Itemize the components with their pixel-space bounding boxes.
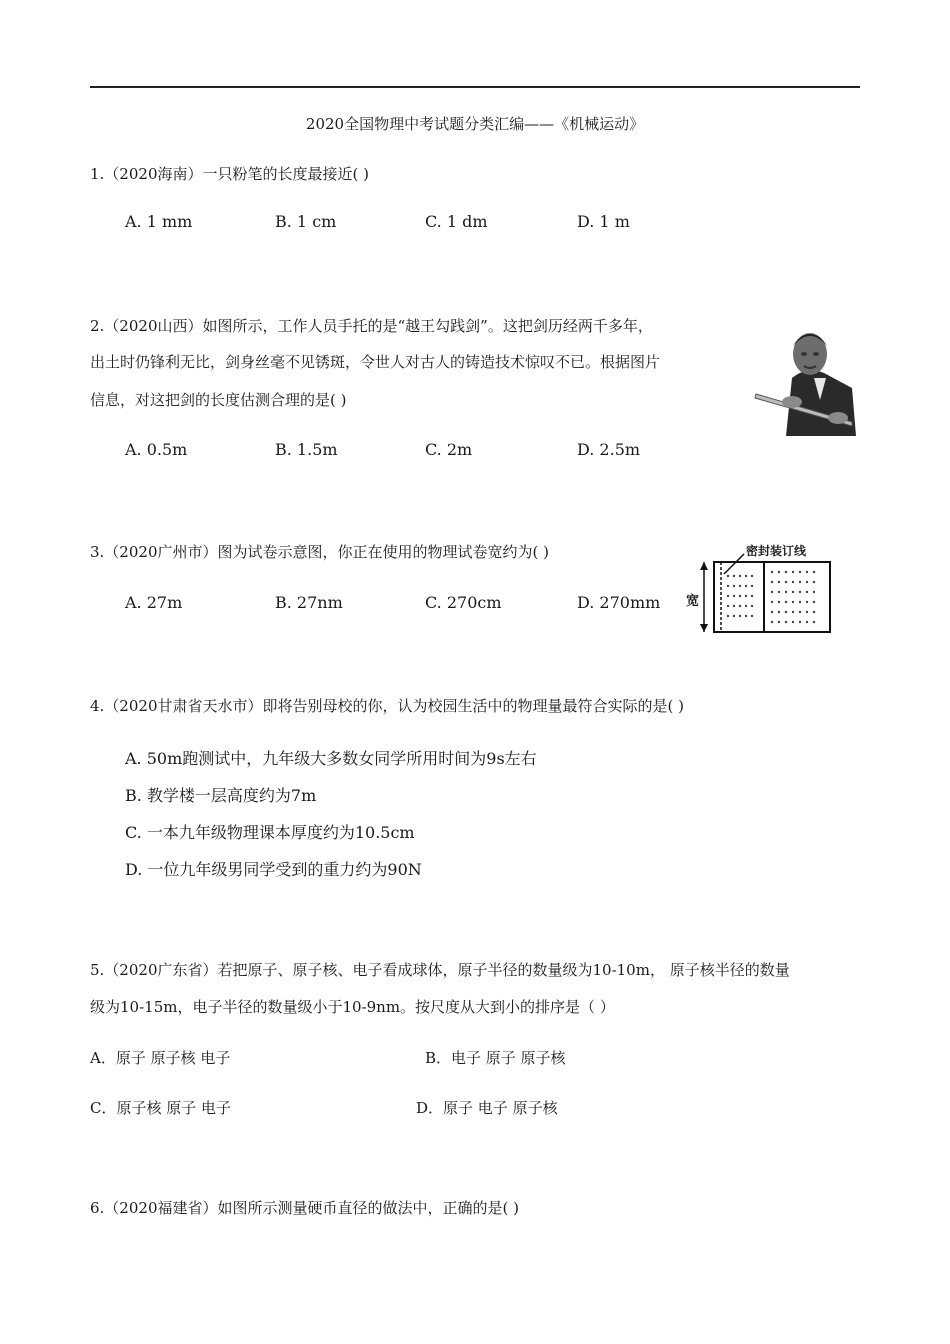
question-2-option-d: D. 2.5m xyxy=(577,440,641,459)
question-4-option-b: B. 教学楼一层高度约为7m xyxy=(125,786,317,805)
question-2-stem-line-3: 信息，对这把剑的长度估测合理的是( ) xyxy=(90,391,347,409)
question-2-option-a: A. 0.5m xyxy=(125,440,188,459)
width-label: 宽 xyxy=(686,594,700,609)
question-4-option-a: A. 50m跑测试中，九年级大多数女同学所用时间为9s左右 xyxy=(125,749,537,768)
question-5-stem-line-2: 级为10-15m，电子半径的数量级小于10-9nm。按尺度从大到小的排序是（ ） xyxy=(90,998,615,1016)
question-3-option-c: C. 270cm xyxy=(425,593,502,612)
question-5-option-a: A．原子 原子核 电子 xyxy=(90,1049,231,1067)
page-title: 2020全国物理中考试题分类汇编——《机械运动》 xyxy=(305,115,645,133)
question-3-option-b: B. 27nm xyxy=(275,593,343,612)
question-5-option-d: D．原子 电子 原子核 xyxy=(416,1099,558,1117)
question-1-option-d: D. 1 m xyxy=(577,212,630,231)
question-4-stem: 4.（2020甘肃省天水市）即将告别母校的你，认为校园生活中的物理量最符合实际的是( ) xyxy=(90,697,684,715)
question-1-option-a: A. 1 mm xyxy=(125,212,193,231)
question-3-stem: 3.（2020广州市）图为试卷示意图，你正在使用的物理试卷宽约为( ) xyxy=(90,543,549,561)
question-3-option-a: A. 27m xyxy=(125,593,183,612)
question-5-stem-line-1: 5.（2020广东省）若把原子、原子核、电子看成球体，原子半径的数量级为10-10m， 原子核半径的数量 xyxy=(90,961,790,979)
question-3-option-d: D. 270mm xyxy=(577,593,661,612)
binding-line-label: 密封装订线 xyxy=(746,544,807,558)
sword-photo-image xyxy=(752,318,858,436)
question-6-stem: 6.（2020福建省）如图所示测量硬币直径的做法中，正确的是( ) xyxy=(90,1199,519,1217)
header-rule xyxy=(90,86,860,88)
question-5-option-c: C．原子核 原子 电子 xyxy=(90,1099,232,1117)
question-2-stem-line-1: 2.（2020山西）如图所示，工作人员手托的是“越王勾践剑”。这把剑历经两千多年， xyxy=(90,317,653,335)
question-2-option-c: C. 2m xyxy=(425,440,473,459)
question-2-stem-line-2: 出土时仍锋利无比，剑身丝毫不见锈斑，令世人对古人的铸造技术惊叹不已。根据图片 xyxy=(90,353,661,371)
question-1-option-b: B. 1 cm xyxy=(275,212,337,231)
question-1-stem: 1.（2020海南）一只粉笔的长度最接近( ) xyxy=(90,165,369,183)
question-4-option-c: C. 一本九年级物理课本厚度约为10.5cm xyxy=(125,823,415,842)
question-4-option-d: D. 一位九年级男同学受到的重力约为90N xyxy=(125,860,422,879)
exam-paper-diagram xyxy=(686,540,836,640)
question-1-option-c: C. 1 dm xyxy=(425,212,488,231)
question-5-option-b: B．电子 原子 原子核 xyxy=(425,1049,566,1067)
question-2-option-b: B. 1.5m xyxy=(275,440,338,459)
